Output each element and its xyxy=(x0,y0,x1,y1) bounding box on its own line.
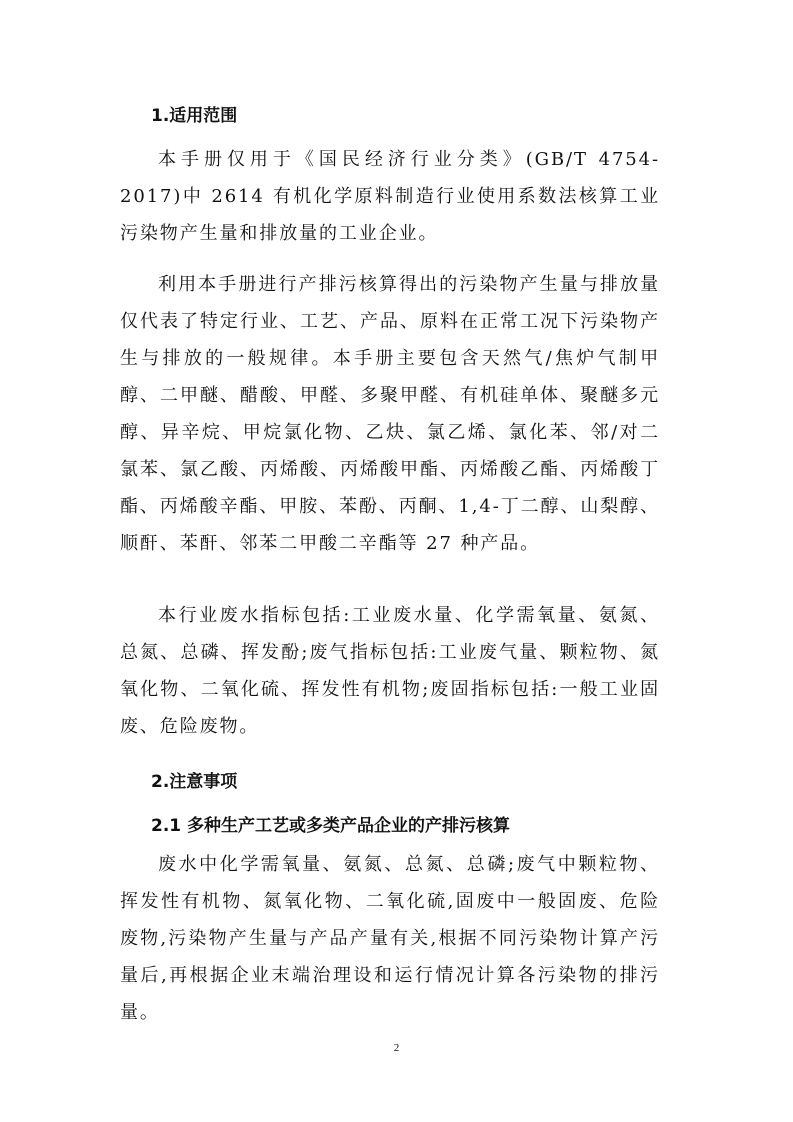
section-1-paragraph-2: 利用本手册进行产排污核算得出的污染物产生量与排放量仅代表了特定行业、工艺、产品、原料在正常工况下污染物产生与排放的一般规律。本手册主要包含天然气/焦炉气制甲醇、二甲醚、醋酸、甲醛、多聚甲醛、有机硅单体、聚醚多元醇、异辛烷、甲烷氯化物、乙炔、氯乙烯、氯化苯、邻/对二氯苯、氯乙酸、丙烯酸、丙烯酸甲酯、丙烯酸乙酯、丙烯酸丁酯、丙烯酸辛酯、甲胺、苯酚、丙酮、1,4-丁二醇、山梨醇、顺酐、苯酐、邻苯二甲酸二辛酯等 27 种产品。 xyxy=(120,274,660,554)
section-2-1-paragraph-1: 废水中化学需氧量、氨氮、总氮、总磷;废气中颗粒物、挥发性有机物、氮氧化物、二氧化硫,固废中一般固废、危险废物,污染物产生量与产品产量有关,根据不同污染物计算产污量后,再根据企业末端治理设和运行情况计算各污染物的排污量。 xyxy=(120,854,660,1023)
section-2-1-heading: 2.1 多种生产工艺或多类产品企业的产排污核算 xyxy=(151,816,511,836)
page-number: 2 xyxy=(393,1042,400,1054)
section-1-heading: 1.适用范围 xyxy=(151,106,238,126)
section-1-paragraph-3: 本行业废水指标包括:工业废水量、化学需氧量、氨氮、总氮、总磷、挥发酚;废气指标包括:工业废气量、颗粒物、氮氧化物、二氧化硫、挥发性有机物;废固指标包括:一般工业固废、危险废物。 xyxy=(120,605,660,737)
section-1-paragraph-1: 本手册仅用于《国民经济行业分类》(GB/T 4754-2017)中 2614 有机化学原料制造行业使用系数法核算工业污染物产生量和排放量的工业企业。 xyxy=(120,149,660,244)
section-2-heading: 2.注意事项 xyxy=(151,772,238,792)
